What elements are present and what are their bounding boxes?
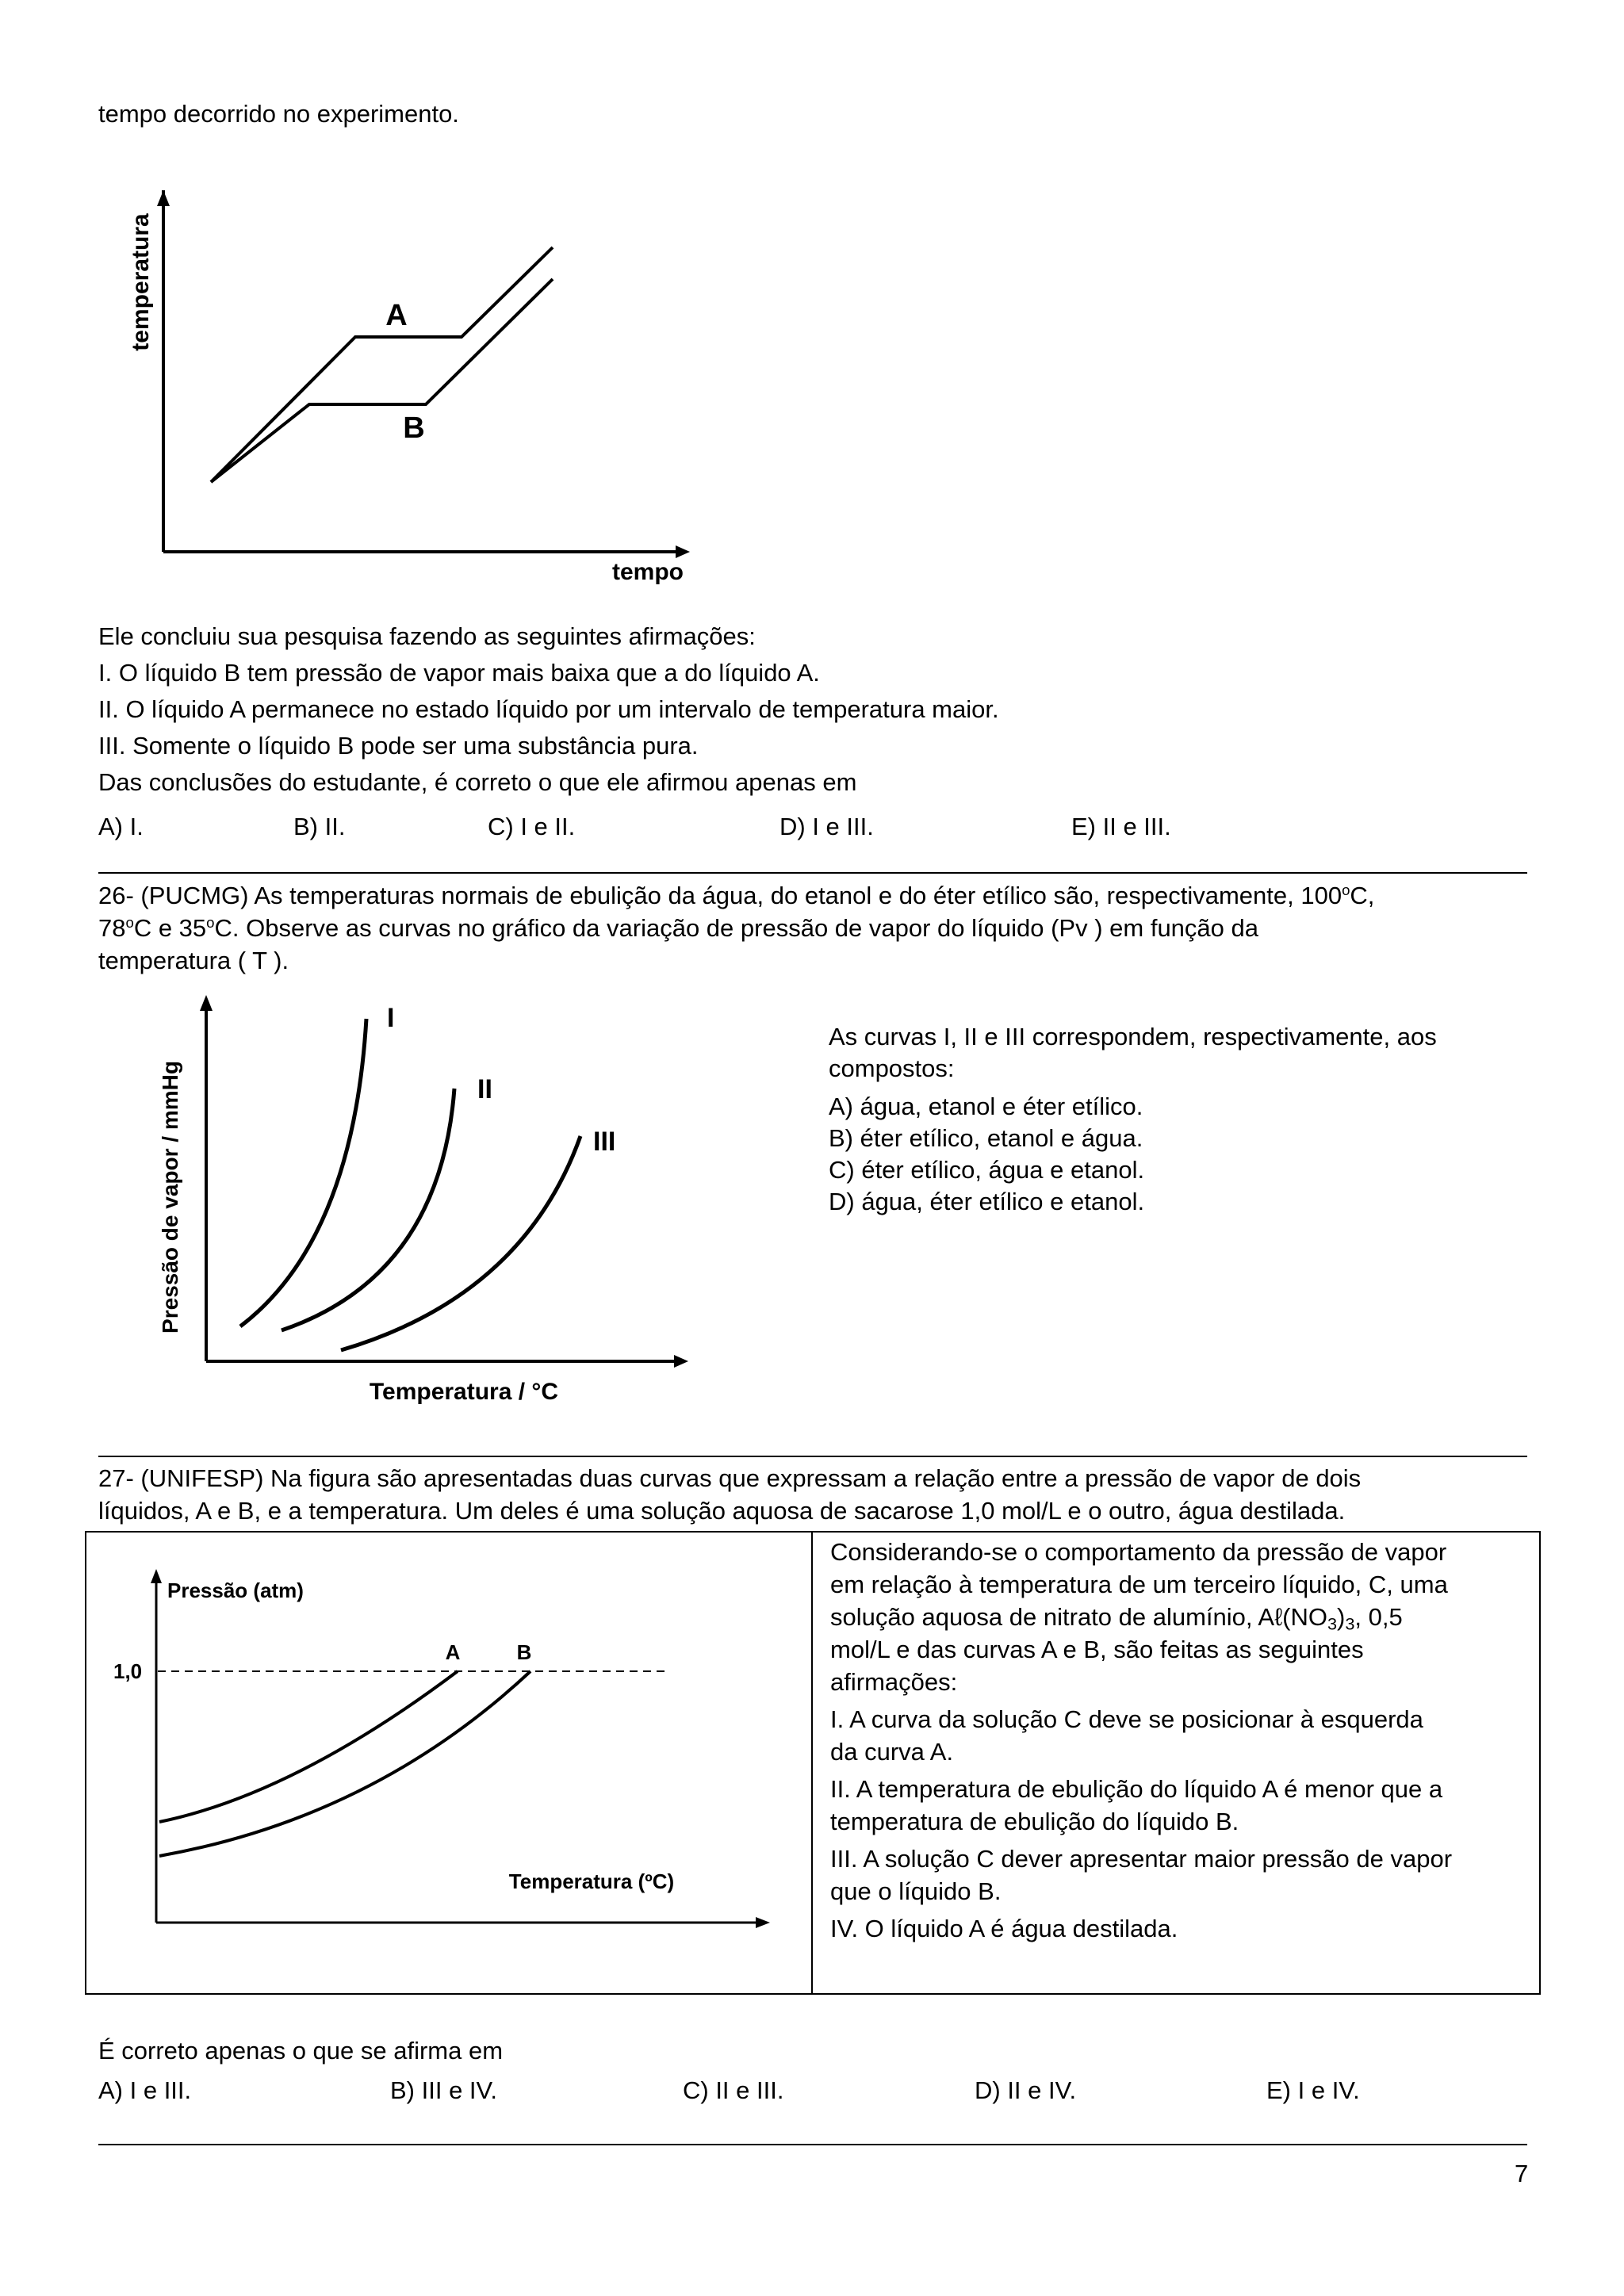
- q27-statement-1-line-2: da curva A.: [830, 1738, 954, 1766]
- q25-y-axis-arrow: [157, 190, 170, 206]
- q26-y-label: Pressão de vapor / mmHg: [158, 1061, 182, 1334]
- q27-option-e[interactable]: E) I e IV.: [1266, 2076, 1360, 2104]
- q27-statement-3-line-1: III. A solução C dever apresentar maior pressão de vapor: [830, 1845, 1453, 1873]
- q25-option-e[interactable]: E) II e III.: [1071, 813, 1171, 840]
- q25-statement-3: III. Somente o líquido B pode ser uma substância pura.: [98, 732, 699, 760]
- q25-x-label: tempo: [612, 559, 684, 585]
- q27-statement-1-line-1: I. A curva da solução C deve se posicionar à esquerda: [830, 1705, 1423, 1733]
- q25-option-a[interactable]: A) I.: [98, 813, 144, 840]
- q25-statement-2: II. O líquido A permanece no estado líquido por um intervalo de temperatura maior.: [98, 695, 999, 723]
- q25-temperature-graph: [119, 190, 690, 603]
- q27-statement-2-line-2: temperatura de ebulição do líquido B.: [830, 1808, 1239, 1835]
- q26-curve-iii: [341, 1136, 580, 1350]
- q25-option-b[interactable]: B) II.: [293, 813, 346, 840]
- q26-label-ii: II: [477, 1074, 492, 1104]
- q25-curve-a: [211, 247, 553, 482]
- q27-option-a[interactable]: A) I e III.: [98, 2076, 192, 2104]
- q27-tick-label: 1,0: [113, 1659, 143, 1683]
- q26-label-i: I: [387, 1003, 395, 1033]
- q26-option-c[interactable]: C) éter etílico, água e etanol.: [829, 1156, 1145, 1184]
- intro-text: tempo decorrido no experimento.: [98, 100, 459, 128]
- q25-question: Das conclusões do estudante, é correto o que ele afirmou apenas em: [98, 768, 857, 796]
- q26-header-line-2: 78$^o$C e 35$^o$C. Observe as curvas no gráfico da variação de pressão de vapor do líquido (Pv ) em função da: [98, 913, 1259, 942]
- q27-statement-2-line-1: II. A temperatura de ebulição do líquido A é menor que a: [830, 1775, 1443, 1803]
- q26-header-line-1: 26- (PUCMG) As temperaturas normais de ebulição da água, do etanol e do éter etílico são, respectivamente, 100$^o$C,: [98, 881, 1375, 909]
- page-number: 7: [1515, 2160, 1529, 2187]
- q26-vapor-pressure-graph: [151, 995, 706, 1407]
- q27-pressure-graph: [112, 1564, 778, 1961]
- q26-prompt-line-1: As curvas I, II e III correspondem, respectivamente, aos: [829, 1023, 1437, 1050]
- q27-y-axis-arrow: [151, 1569, 162, 1583]
- q25-conclusion-intro: Ele concluiu sua pesquisa fazendo as seguintes afirmações:: [98, 622, 756, 650]
- q27-statement-3-line-2: que o líquido B.: [830, 1877, 1002, 1905]
- divider-3: [98, 2144, 1527, 2145]
- q27-table-divider: [811, 1533, 813, 1993]
- q27-option-d[interactable]: D) II e IV.: [975, 2076, 1077, 2104]
- q27-option-b[interactable]: B) III e IV.: [390, 2076, 497, 2104]
- q27-x-axis-arrow: [756, 1917, 770, 1928]
- q25-curve-b: [211, 279, 553, 482]
- q26-option-b[interactable]: B) éter etílico, etanol e água.: [829, 1124, 1143, 1152]
- q27-context-line-5: afirmações:: [830, 1668, 958, 1696]
- q26-x-label: Temperatura / °C: [369, 1379, 559, 1405]
- q27-y-label: Pressão (atm): [167, 1578, 304, 1602]
- q25-option-c[interactable]: C) I e II.: [488, 813, 576, 840]
- q25-label-a: A: [385, 299, 408, 332]
- q27-context-line-3: solução aquosa de nitrato de alumínio, $A\ell(NO_3)_3$, 0,5: [830, 1603, 1403, 1634]
- q27-context-line-2: em relação à temperatura de um terceiro líquido, C, uma: [830, 1571, 1448, 1598]
- q26-prompt-line-2: compostos:: [829, 1054, 955, 1082]
- q27-table: [85, 1531, 1541, 1995]
- q27-context-line-1: Considerando-se o comportamento da pressão de vapor: [830, 1538, 1447, 1566]
- q27-header-line-1: 27- (UNIFESP) Na figura são apresentadas duas curvas que expressam a relação entre a pressão de vapor de dois: [98, 1464, 1362, 1492]
- q25-label-b: B: [403, 411, 425, 445]
- q27-context-line-4: mol/L e das curvas A e B, são feitas as seguintes: [830, 1636, 1364, 1663]
- q26-y-axis-arrow: [200, 995, 213, 1011]
- q27-curve-a: [159, 1671, 458, 1822]
- q27-statement-4: IV. O líquido A é água destilada.: [830, 1915, 1178, 1942]
- q26-x-axis-arrow: [674, 1355, 688, 1368]
- q27-x-label: Temperatura (ºC): [508, 1869, 675, 1893]
- q27-option-c[interactable]: C) II e III.: [683, 2076, 784, 2104]
- q27-label-a: A: [445, 1640, 461, 1664]
- q26-label-iii: III: [593, 1127, 616, 1157]
- q26-curve-ii: [282, 1089, 454, 1330]
- q27-header-line-2: líquidos, A e B, e a temperatura. Um deles é uma solução aquosa de sacarose 1,0 mol/L e o outro, água destilada.: [98, 1497, 1346, 1525]
- q26-option-a[interactable]: A) água, etanol e éter etílico.: [829, 1093, 1143, 1120]
- divider-1: [98, 872, 1527, 874]
- q27-label-b: B: [516, 1640, 532, 1664]
- q25-x-axis-arrow: [676, 545, 690, 558]
- q26-option-d[interactable]: D) água, éter etílico e etanol.: [829, 1188, 1145, 1215]
- q25-y-label: temperatura: [128, 213, 154, 351]
- q27-curve-b: [159, 1671, 530, 1856]
- q26-header-line-3: temperatura ( T ).: [98, 947, 289, 974]
- q25-statement-1: I. O líquido B tem pressão de vapor mais baixa que a do líquido A.: [98, 659, 820, 687]
- divider-2: [98, 1456, 1527, 1457]
- q26-curve-i: [240, 1019, 366, 1326]
- q25-option-d[interactable]: D) I e III.: [779, 813, 874, 840]
- q27-question: É correto apenas o que se afirma em: [98, 2037, 504, 2064]
